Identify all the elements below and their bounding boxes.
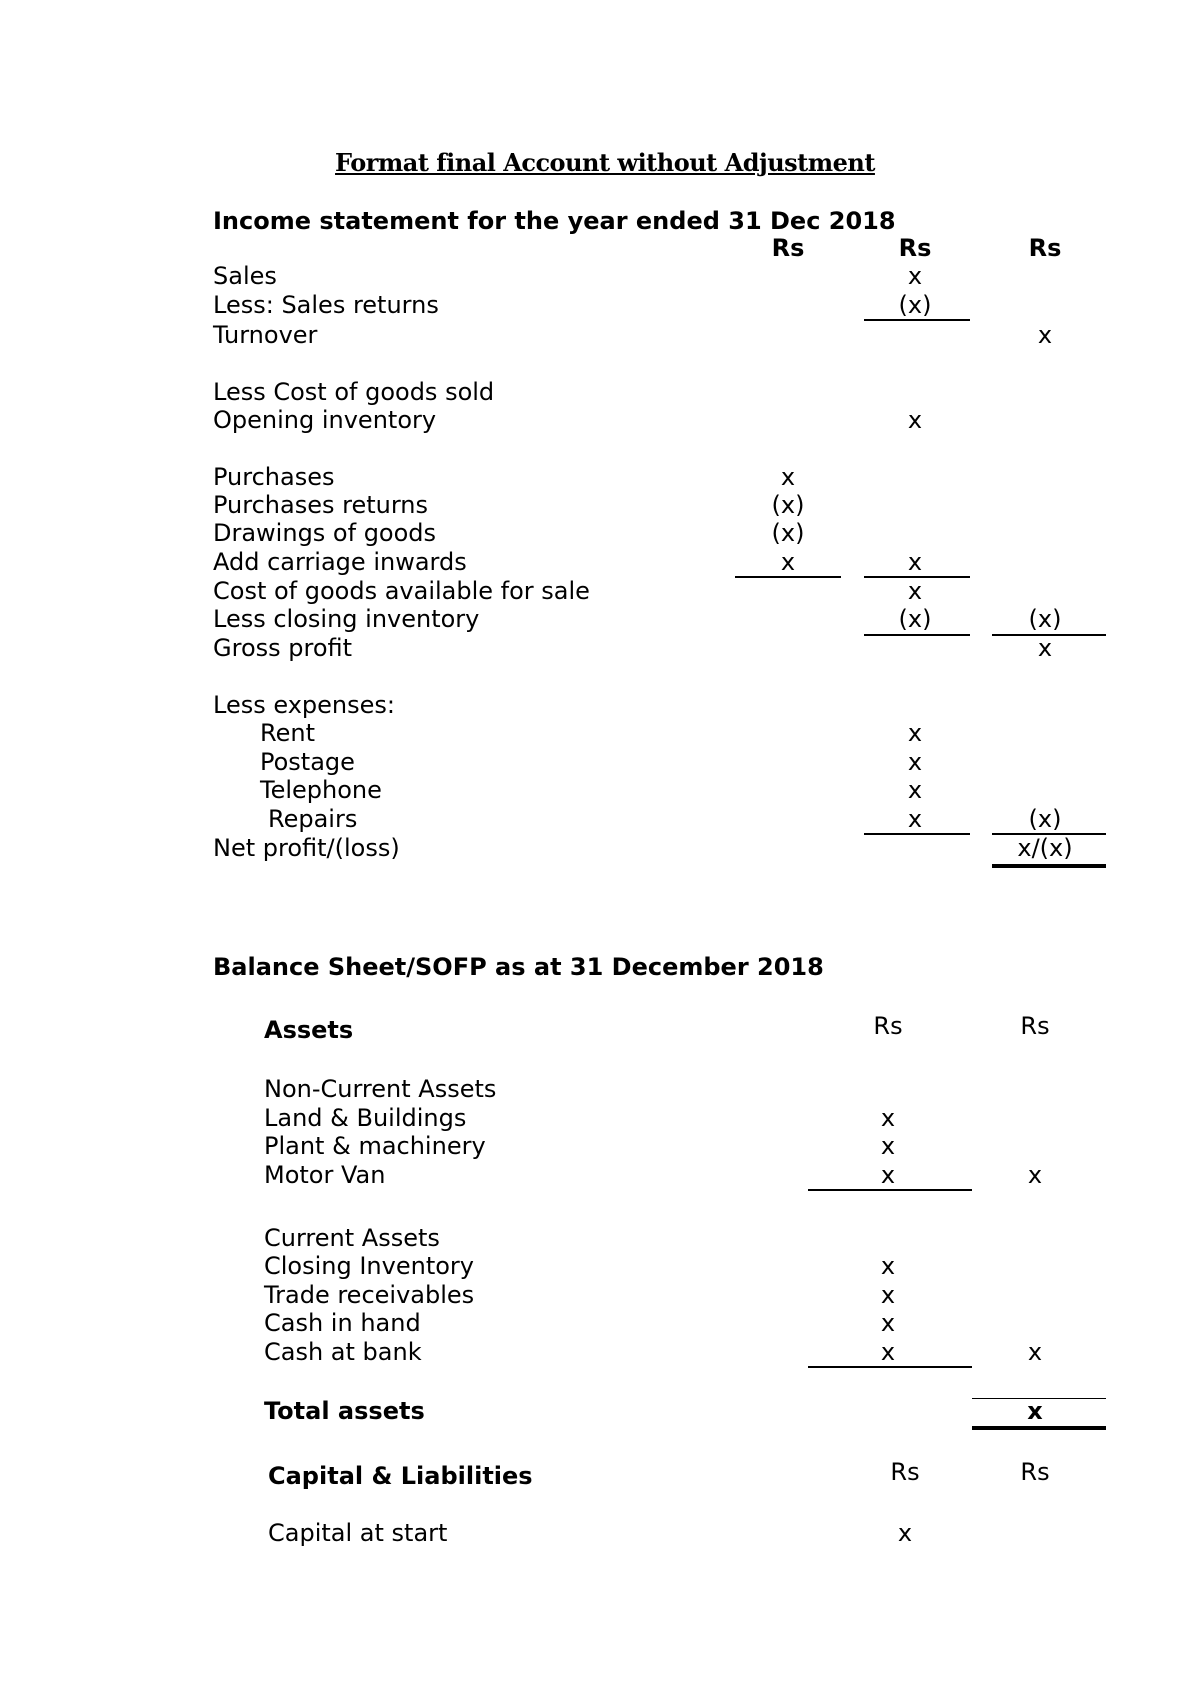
row-label: Repairs (268, 805, 358, 833)
amount-cell: (x) (771, 491, 805, 519)
net-profit-amount: x/(x) (1017, 834, 1073, 862)
total-assets-amount: x (1027, 1397, 1043, 1425)
subtotal-rule (864, 319, 970, 321)
row-label: Cash in hand (264, 1309, 421, 1337)
currency-header: Rs (873, 1012, 903, 1040)
row-label: Add carriage inwards (213, 548, 467, 576)
row-label: Less Cost of goods sold (213, 378, 495, 406)
double-underline (972, 1426, 1106, 1430)
amount-cell: x (1027, 1338, 1043, 1366)
row-label: Opening inventory (213, 406, 437, 434)
currency-header: Rs (1020, 1458, 1050, 1486)
row-label: Drawings of goods (213, 519, 437, 547)
amount-cell: x (780, 463, 796, 491)
amount-cell: x (897, 1519, 913, 1547)
row-label: Turnover (213, 321, 318, 349)
row-label: Land & Buildings (264, 1104, 467, 1132)
currency-header: Rs (890, 1458, 920, 1486)
amount-cell: (x) (1028, 605, 1062, 633)
capital-liabilities-heading: Capital & Liabilities (268, 1462, 533, 1490)
amount-cell: (x) (898, 605, 932, 633)
amount-cell: x (907, 719, 923, 747)
row-label: Plant & machinery (264, 1132, 486, 1160)
row-label: Rent (260, 719, 315, 747)
row-label: Trade receivables (264, 1281, 475, 1309)
amount-cell: x (907, 748, 923, 776)
row-label: Postage (260, 748, 355, 776)
currency-header: Rs (898, 234, 932, 262)
currency-header: Rs (771, 234, 805, 262)
amount-cell: (x) (1028, 805, 1062, 833)
row-label: Purchases returns (213, 491, 429, 519)
amount-cell: x (880, 1132, 896, 1160)
row-label: Motor Van (264, 1161, 386, 1189)
row-label: Less expenses: (213, 691, 395, 719)
income-statement-heading: Income statement for the year ended 31 Dec 2018 (213, 207, 896, 235)
section-heading: Current Assets (264, 1224, 440, 1252)
currency-header: Rs (1020, 1012, 1050, 1040)
amount-cell: x (907, 805, 923, 833)
row-label: Telephone (260, 776, 382, 804)
amount-cell: x (780, 548, 796, 576)
amount-cell: x (880, 1281, 896, 1309)
amount-cell: x (1027, 1161, 1043, 1189)
amount-cell: x (907, 776, 923, 804)
subtotal-rule (864, 833, 970, 835)
amount-cell: x (880, 1338, 896, 1366)
assets-heading: Assets (264, 1016, 354, 1044)
amount-cell: x (880, 1104, 896, 1132)
currency-header: Rs (1028, 234, 1062, 262)
double-underline (992, 864, 1106, 868)
subtotal-rule (864, 634, 970, 636)
row-label: Sales (213, 262, 277, 290)
row-label: Net profit/(loss) (213, 834, 400, 862)
amount-cell: (x) (898, 291, 932, 319)
amount-cell: x (907, 262, 923, 290)
row-label: Less: Sales returns (213, 291, 439, 319)
row-label: Closing Inventory (264, 1252, 474, 1280)
subtotal-rule (808, 1189, 972, 1191)
total-assets-label: Total assets (264, 1397, 425, 1425)
section-heading: Non-Current Assets (264, 1075, 497, 1103)
row-label: Cash at bank (264, 1338, 422, 1366)
row-label: Capital at start (268, 1519, 448, 1547)
subtotal-rule (808, 1366, 972, 1368)
row-label: Less closing inventory (213, 605, 480, 633)
amount-cell: x (1037, 321, 1053, 349)
page-title: Format final Account without Adjustment (335, 148, 875, 177)
amount-cell: x (880, 1252, 896, 1280)
amount-cell: x (907, 406, 923, 434)
amount-cell: (x) (771, 519, 805, 547)
row-label: Gross profit (213, 634, 353, 662)
row-label: Purchases (213, 463, 335, 491)
amount-cell: x (907, 577, 923, 605)
amount-cell: x (880, 1309, 896, 1337)
subtotal-rule (735, 576, 841, 578)
amount-cell: x (880, 1161, 896, 1189)
amount-cell: x (1037, 634, 1053, 662)
amount-cell: x (907, 548, 923, 576)
balance-sheet-heading: Balance Sheet/SOFP as at 31 December 2018 (213, 953, 824, 981)
row-label: Cost of goods available for sale (213, 577, 590, 605)
